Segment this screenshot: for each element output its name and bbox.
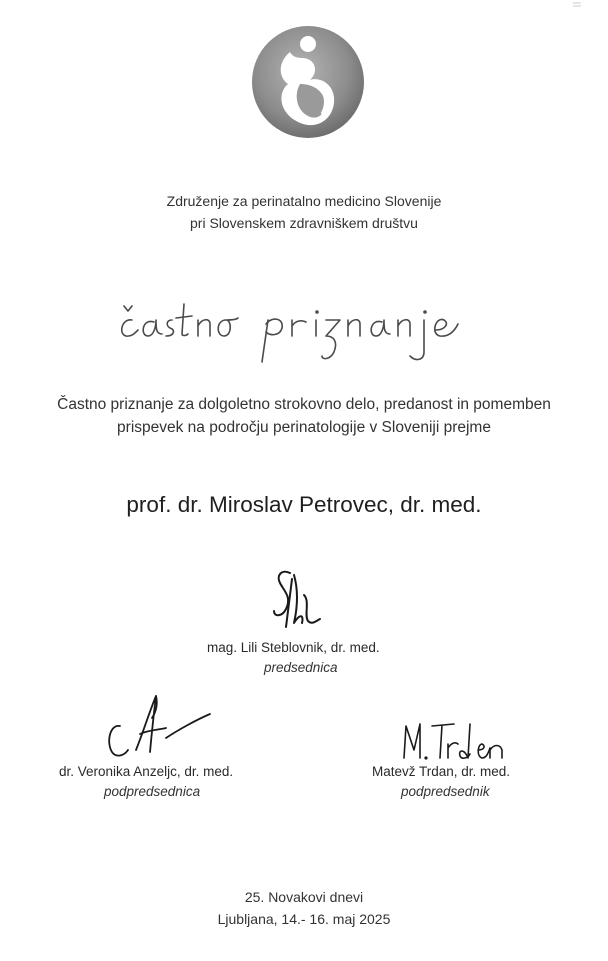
vice-president-right-name: Matevž Trdan, dr. med. bbox=[372, 764, 511, 779]
award-description bbox=[0, 393, 608, 439]
certificate-title bbox=[110, 290, 510, 370]
organization-line-2: pri Slovenskem zdravniškem društvu bbox=[190, 215, 418, 231]
event-place-date: Ljubljana, 14.- 16. maj 2025 bbox=[217, 911, 391, 927]
organization-header bbox=[0, 190, 608, 234]
vice-president-left-name: dr. Veronika Anzeljc, dr. med. bbox=[59, 764, 234, 779]
event-name: 25. Novakovi dnevi bbox=[244, 889, 364, 905]
president-role: predsednica bbox=[264, 660, 338, 675]
recipient-name: prof. dr. Miroslav Petrovec, dr. med. bbox=[126, 492, 482, 517]
vice-president-right-role: podpredsednik bbox=[401, 784, 490, 799]
description-line-2: prispevek na področju perinatologije v Sloveniji prejme bbox=[117, 419, 491, 436]
signature-vice-president-right bbox=[398, 718, 508, 768]
corner-mark bbox=[572, 2, 582, 7]
event-footer bbox=[0, 886, 608, 930]
president-name: mag. Lili Steblovnik, dr. med. bbox=[207, 640, 380, 655]
signature-president bbox=[264, 565, 324, 640]
description-line-1: Častno priznanje za dolgoletno strokovno delo, predanost in pomemben bbox=[57, 396, 551, 413]
signature-vice-president-left bbox=[100, 690, 220, 770]
organization-line-1: Združenje za perinatalno medicino Slovenije bbox=[166, 193, 442, 209]
association-logo-icon bbox=[248, 22, 368, 142]
vice-president-left-role: podpredsednica bbox=[104, 784, 201, 799]
